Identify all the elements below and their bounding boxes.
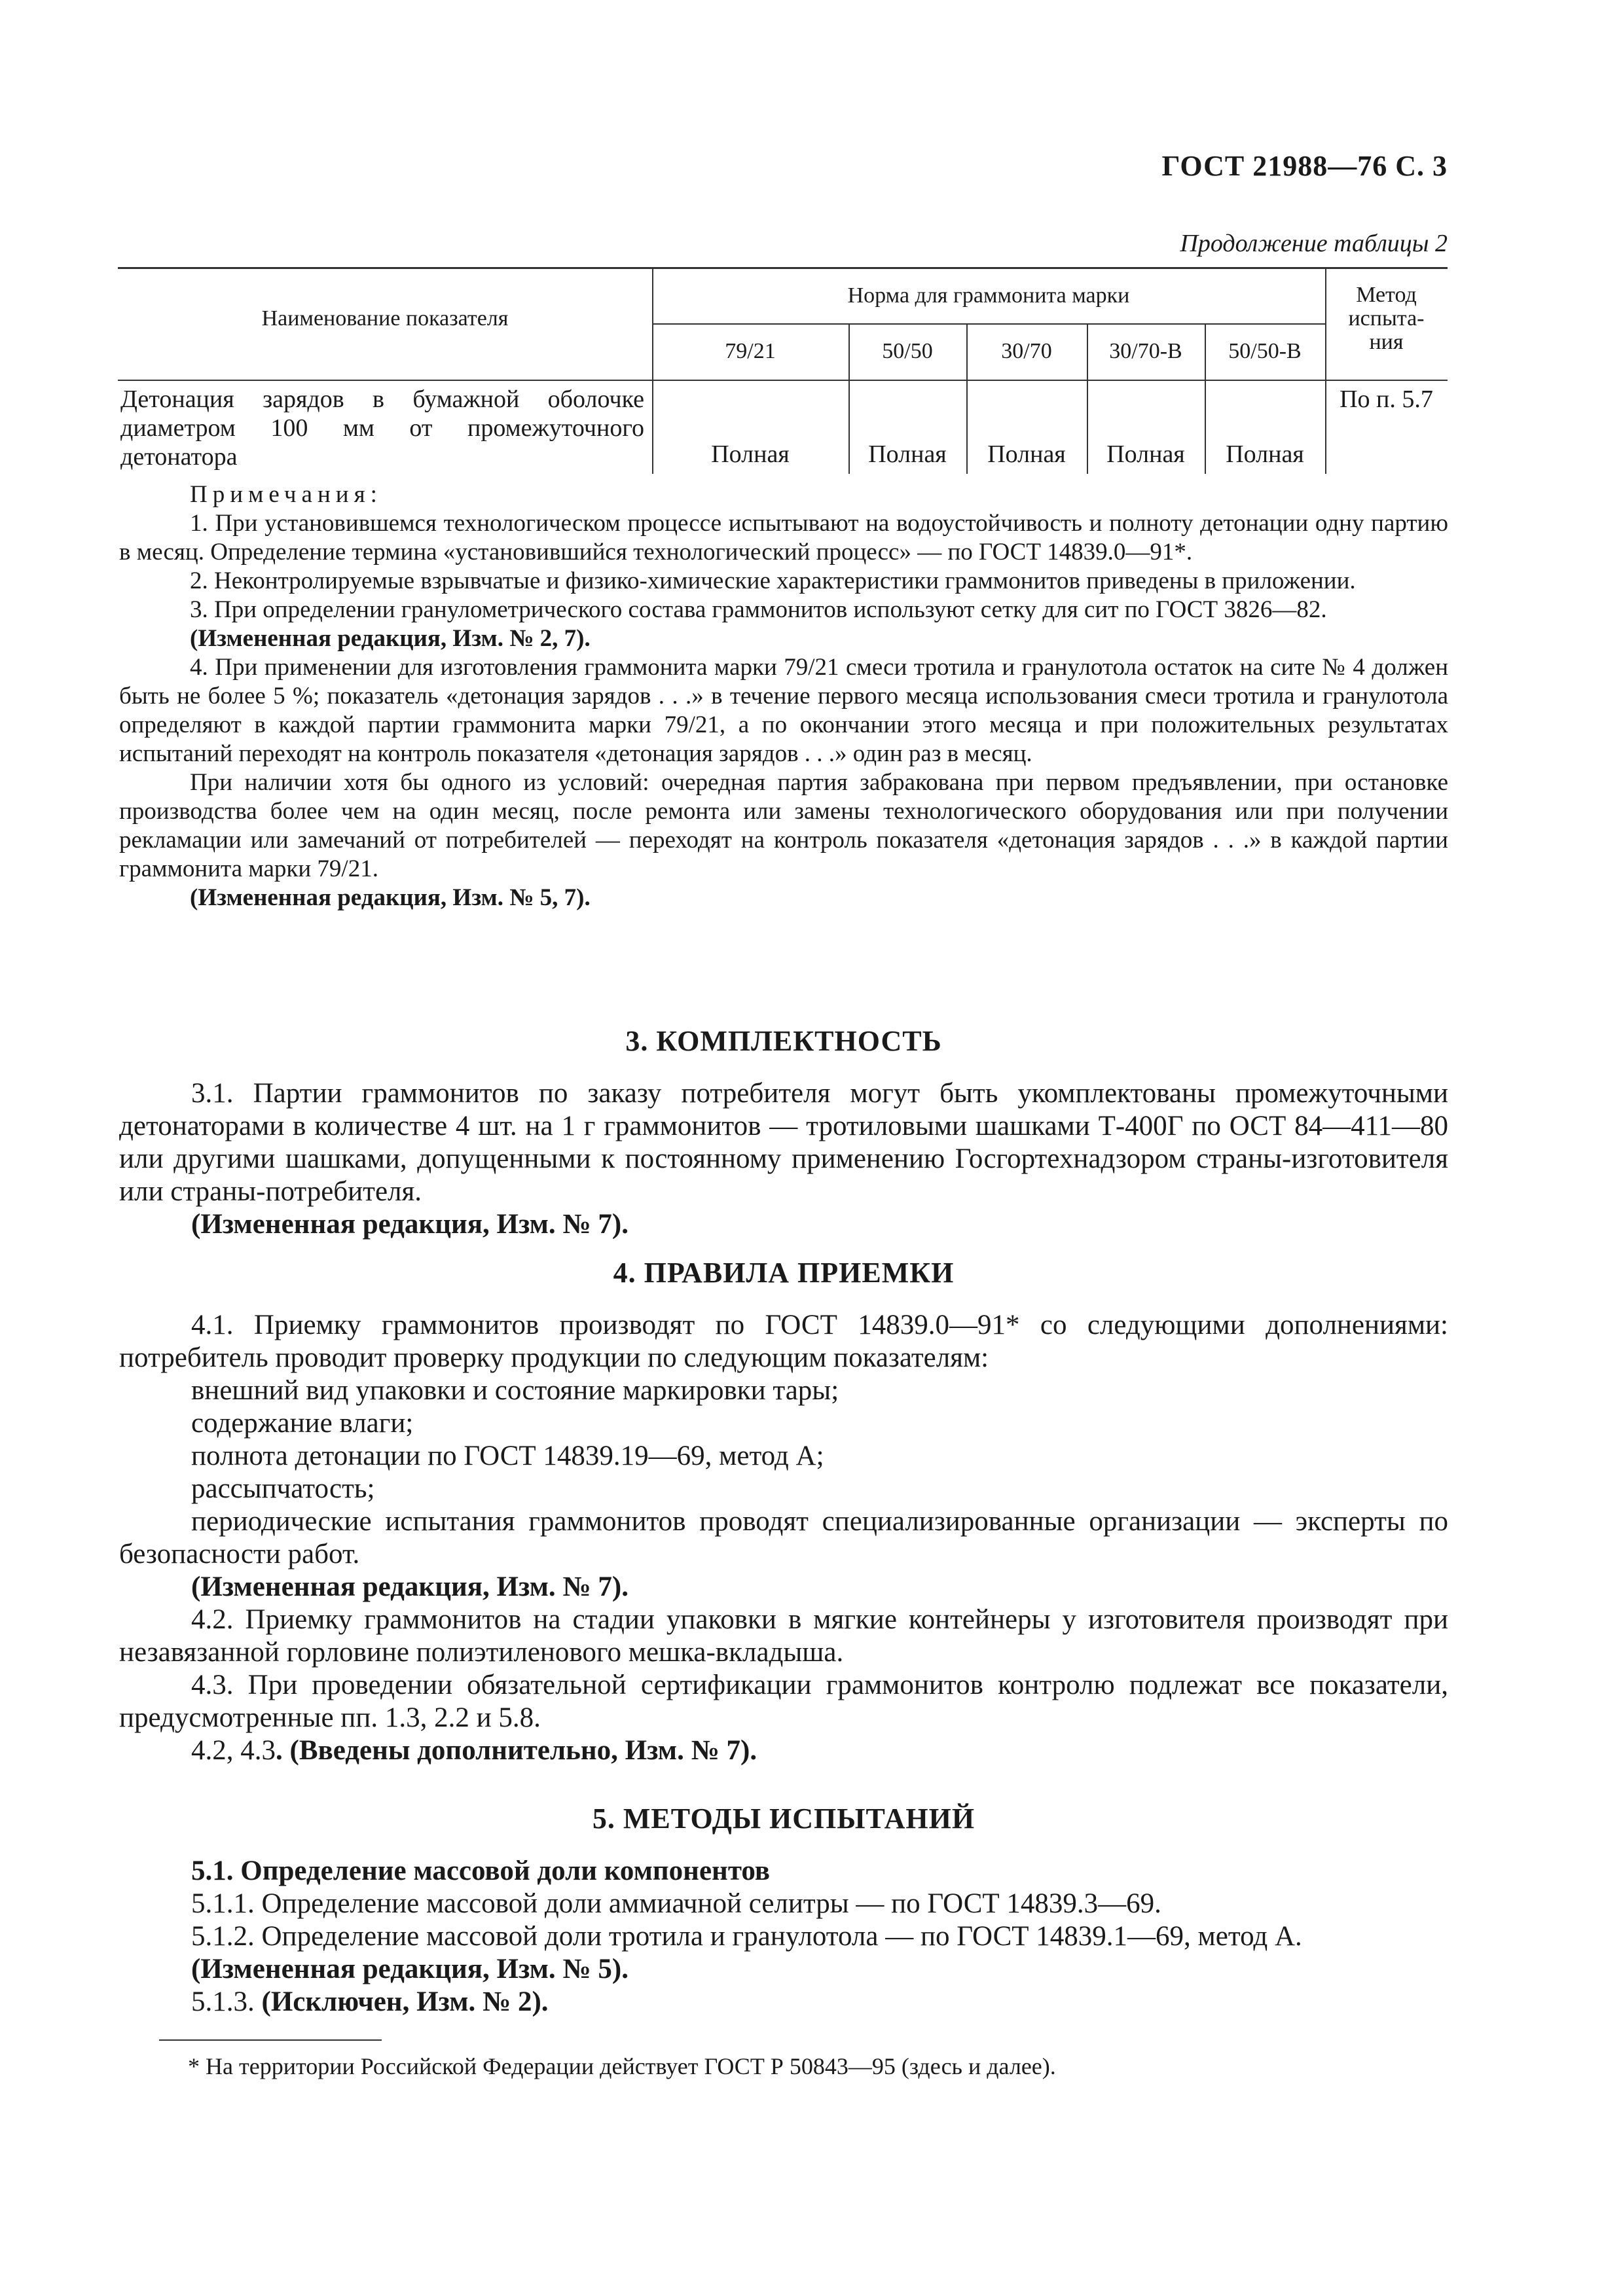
note-2: 2. Неконтролируемые взрывчатые и физико-химические характеристики граммонитов приведены в приложении. [190,567,1356,594]
grade-header: 30/70 [1001,339,1052,363]
footnote-rule [159,2039,382,2041]
grade-header: 50/50-В [1228,339,1302,363]
revision-note: (Измененная редакция, Изм. № 7). [191,1571,629,1602]
column-header-indicator: Наименование показателя [261,306,509,331]
revision-note: (Измененная редакция, Изм. № 5, 7). [190,884,591,911]
note-1: 1. При установившемся технологическом процессе испытывают на водоустойчивость и полноту детонации одну партию в месяц. Определение термина «установившийся технологический процесс» — по ГОСТ 14839.0—91*. [119,510,1448,565]
table-cell-method: По п. 5.7 [1340,386,1433,413]
table-cell-value: Полная [711,440,790,468]
table-sub-rule [652,323,1325,325]
grade-header: 50/50 [882,339,933,363]
revision-note: (Измененная редакция, Изм. № 7). [191,1209,629,1240]
spacer [119,1289,1448,1309]
note-4-continued: При наличии хотя бы одного из условий: очередная партия забракована при первом предъявлении, при остановке производства более чем на один месяц, после ремонта или замены технологического оборудования или при получении рекламации или замечаний от потребителей — переходят на контроль показателя «детонация зарядов . . .» в каждой партии граммонита марки 79/21. [119,769,1448,882]
column-header-method-line: ния [1369,330,1404,354]
column-header-method [1325,283,1448,354]
table-cell-value: Полная [1226,440,1304,468]
page-header: ГОСТ 21988—76 С. 3 [1161,150,1448,182]
paragraph-4-2: 4.2. Приемку граммонитов на стадии упаковки в мягкие контейнеры у изготовителя производят при незавязанной горловине полиэтиленового мешка-вкладыша. [119,1604,1448,1668]
paragraph-4-1: 4.1. Приемку граммонитов производят по ГОСТ 14839.0—91* со следующими дополнениями: потребитель проводит проверку продукции по следующим показателям: [119,1310,1448,1373]
paragraph-5-1-2: 5.1.2. Определение массовой доли тротила и гранулотола — по ГОСТ 14839.1—69, метод А. [191,1921,1302,1952]
section-3-title: 3. КОМПЛЕКТНОСТЬ [625,1025,942,1057]
notes [119,480,1448,912]
table-cell-value: Полная [1106,440,1185,468]
table-caption: Продолжение таблицы 2 [1180,230,1448,257]
column-header-norm: Норма для граммонита марки [847,283,1130,308]
grade-header: 79/21 [725,339,776,363]
footnote: * На территории Российской Федерации действует ГОСТ Р 50843—95 (здесь и далее). [188,2053,1056,2079]
section-4-title: 4. ПРАВИЛА ПРИЕМКИ [613,1257,955,1289]
section-3 [119,1025,1448,1241]
notes-title: Примечания: [190,481,382,508]
revision-note [119,1734,1448,1767]
list-item: внешний вид упаковки и состояние маркировки тары; [191,1375,839,1406]
spacer [119,1058,1448,1077]
revision-note: (Измененная редакция, Изм. № 5). [191,1954,629,1984]
list-item: рассыпчатость; [191,1473,375,1504]
note-3: 3. При определении гранулометрического состава граммонитов используют сетку для сит по ГОСТ 3826—82. [190,596,1327,623]
paragraph-4-3: 4.3. При проведении обязательной сертификации граммонитов контролю подлежат все показатели, предусмотренные пп. 1.3, 2.2 и 5.8. [119,1670,1448,1733]
table-header-rule [118,380,1448,381]
paragraph-3-1: 3.1. Партии граммонитов по заказу потребителя могут быть укомплектованы промежуточными детонаторами в количестве 4 шт. на 1 г граммонитов — тротиловыми шашками Т-400Г по ОСТ 84—411—80 или другими шашками, допущенными к постоянному применению Госгортехнадзором страны-изготовителя или страны-потребителя. [119,1078,1448,1207]
list-item: содержание влаги; [191,1408,414,1439]
paragraph-ref: 5.1.3. [191,1986,262,2017]
table-top-rule [118,267,1448,269]
paragraph-5-1-1: 5.1.1. Определение массовой доли аммиачной селитры — по ГОСТ 14839.3—69. [191,1888,1161,1919]
grade-header: 30/70-В [1109,339,1182,363]
spacer [119,1835,1448,1855]
table-cell-value: Полная [868,440,947,468]
table-cell-indicator: Детонация зарядов в бумажной оболочке диаметром 100 мм от промежуточного детонатора [120,386,644,471]
paragraph-4-1-periodic: периодические испытания граммонитов проводят специализированные организации — эксперты по безопасности работ. [119,1506,1448,1570]
subsection-5-1: 5.1. Определение массовой доли компонентов [191,1856,771,1886]
revision-note: (Измененная редакция, Изм. № 2, 7). [190,625,591,652]
list-item: полнота детонации по ГОСТ 14839.19—69, метод А; [191,1441,824,1471]
section-5-title: 5. МЕТОДЫ ИСПЫТАНИЙ [592,1803,976,1835]
column-header-method-line: испыта- [1348,306,1425,331]
table [118,267,1448,474]
column-header-method-line: Метод [1356,283,1417,307]
revision-text: (Исключен, Изм. № 2). [261,1986,549,2017]
paragraph-5-1-3 [119,1986,1448,2018]
section-5 [119,1803,1448,2018]
revision-ref: 4.2, 4.3 [191,1735,276,1766]
note-4: 4. При применении для изготовления граммонита марки 79/21 смеси тротила и гранулотола остаток на сите № 4 должен быть не более 5 %; показатель «детонация зарядов . . .» в течение первого месяца использования смеси тротила и гранулотола определяют в каждой партии граммонита марки 79/21, а по окончании этого месяца и при положительных результатах испытаний переходят на контроль показателя «детонация зарядов . . .» один раз в месяц. [119,654,1448,767]
section-4 [119,1257,1448,1767]
table-cell-value: Полная [987,440,1066,468]
revision-text: . (Введены дополнительно, Изм. № 7). [276,1735,757,1766]
